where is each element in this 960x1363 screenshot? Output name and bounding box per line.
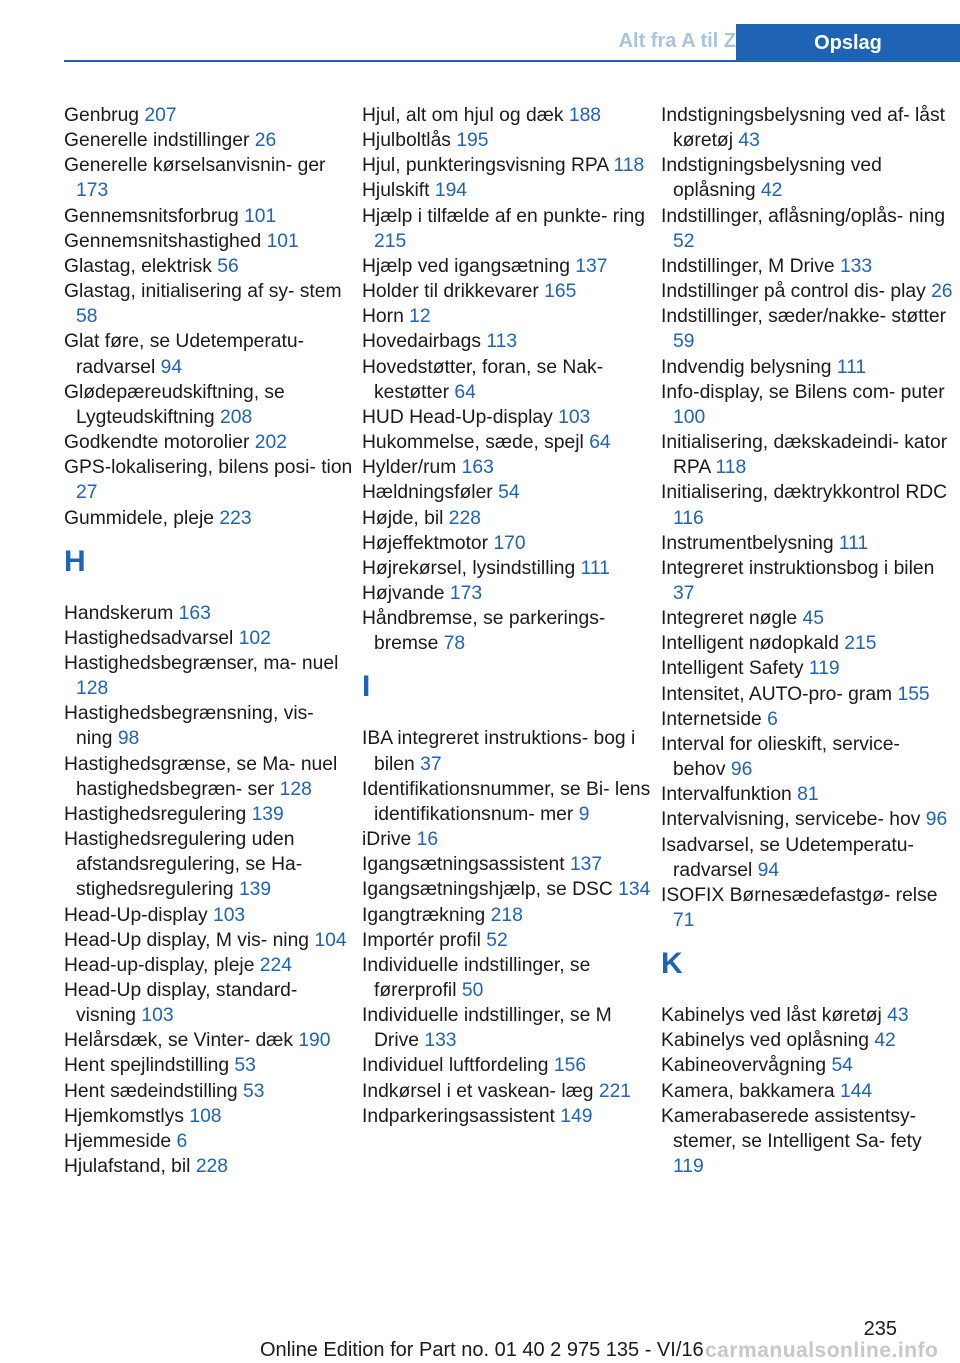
index-entry-text: Handskerum: [64, 602, 174, 624]
index-entry: [64, 1129, 354, 1154]
page-reference-link[interactable]: 149: [560, 1105, 593, 1127]
index-entry-text: Horn: [362, 306, 404, 328]
page-reference-link[interactable]: 81: [797, 784, 819, 806]
index-entry-text: Kamera, bakkamera: [661, 1080, 835, 1102]
page-reference-link[interactable]: 155: [897, 683, 930, 705]
index-entry: [64, 626, 354, 651]
index-entry-text: Genbrug: [64, 105, 140, 126]
index-entry-text: Intensitet, AUTO-pro‐ gram: [661, 683, 893, 705]
index-entry: [661, 1003, 957, 1028]
index-entry-text: Isadvarsel, se Udetemperatu‐ radvarsel: [661, 834, 914, 881]
index-entry: [362, 430, 652, 455]
page-reference-link[interactable]: 173: [76, 180, 109, 202]
page-header: [0, 0, 960, 62]
index-entry: [64, 455, 354, 505]
index-entry-text: iDrive: [362, 829, 412, 851]
page-reference-link[interactable]: 103: [558, 406, 591, 428]
index-entry: [661, 732, 957, 782]
index-entry-text: Glødepæreudskiftning, se Lygteudskiftning: [64, 381, 285, 428]
index-entry-text: Hastighedsbegrænser, ma‐ nuel: [64, 652, 339, 674]
index-entry-text: Hjulboltlås: [362, 130, 451, 152]
index-entry: [64, 254, 354, 279]
index-entry-text: Indstillinger, sæder/nakke‐ støtter: [661, 306, 947, 328]
index-entry: [362, 726, 652, 776]
index-entry-text: Igangsætningsassistent: [362, 854, 565, 876]
page-reference-link[interactable]: 163: [461, 457, 494, 479]
index-entry: [362, 506, 652, 531]
index-entry: [362, 877, 652, 902]
index-entry: [362, 254, 652, 279]
index-entry: [64, 430, 354, 455]
index-entry: [64, 903, 354, 928]
page-reference-link[interactable]: 134: [618, 879, 651, 901]
header-divider: [64, 60, 960, 62]
index-entry-text: Igangtrækning: [362, 904, 486, 926]
index-entry: [64, 204, 354, 229]
page-reference-link[interactable]: 128: [76, 678, 109, 700]
page-reference-link[interactable]: 43: [738, 130, 760, 152]
index-entry-text: Hylder/rum: [362, 457, 457, 479]
page-reference-link[interactable]: 223: [219, 507, 252, 529]
index-letter-heading: H: [64, 544, 86, 578]
index-entry-text: Holder til drikkevarer: [362, 281, 539, 303]
index-entry: [661, 1079, 957, 1104]
index-entry: [64, 279, 354, 329]
page-reference-link[interactable]: 102: [238, 627, 271, 649]
index-entry: [362, 827, 652, 852]
page-reference-link[interactable]: 111: [580, 557, 610, 579]
index-entry-text: Integreret nøgle: [661, 608, 798, 630]
index-entry: [661, 380, 957, 430]
index-entry: [64, 802, 354, 827]
index-entry: [362, 581, 652, 606]
index-entry-text: Kabinelys ved oplåsning: [661, 1030, 869, 1052]
page-reference-link[interactable]: 6: [767, 708, 778, 730]
index-entry-text: Indstillinger på control dis‐ play: [661, 281, 926, 303]
index-entry-text: Intervalvisning, servicebe‐ hov: [661, 809, 921, 831]
index-entry: [661, 656, 957, 681]
index-entry: [362, 355, 652, 405]
page-reference-link[interactable]: 194: [434, 180, 468, 202]
page-reference-link[interactable]: 43: [887, 1005, 909, 1027]
index-entry-text: Hent spejlindstilling: [64, 1055, 230, 1077]
index-entry-text: Glastag, initialisering af sy‐ stem: [64, 281, 342, 303]
page-reference-link[interactable]: 119: [673, 1156, 704, 1178]
page-reference-link[interactable]: 54: [498, 482, 520, 504]
index-letter-heading: I: [362, 670, 371, 704]
page-reference-link[interactable]: 54: [831, 1055, 853, 1077]
index-entry-text: Hukommelse, sæde, spejl: [362, 432, 584, 454]
index-entry: [661, 531, 957, 556]
index-entry: [661, 430, 957, 480]
index-entry: [64, 1028, 354, 1053]
page-reference-link[interactable]: 53: [234, 1055, 256, 1077]
index-entry: [64, 506, 354, 531]
page-reference-link[interactable]: 118: [613, 155, 645, 177]
page-reference-link[interactable]: 101: [244, 205, 277, 227]
index-entry-text: Indvendig belysning: [661, 356, 832, 378]
index-entry-text: Individuelle indstillinger, se førerprofil: [362, 954, 591, 1001]
page-reference-link[interactable]: 58: [76, 306, 98, 328]
index-entry: [661, 355, 957, 380]
index-entry-text: Hældningsføler: [362, 482, 493, 504]
index-entry: [362, 279, 652, 304]
page-reference-link[interactable]: 52: [673, 230, 695, 252]
index-column-3: [661, 103, 957, 1179]
index-entry: [362, 480, 652, 505]
index-entry: [64, 651, 354, 701]
index-entry: [64, 978, 354, 1028]
index-entry-text: Hjemmeside: [64, 1130, 172, 1152]
page-reference-link[interactable]: 137: [575, 255, 608, 277]
index-entry-text: Indstillinger, M Drive: [661, 255, 835, 277]
index-entry: [661, 606, 957, 631]
page-reference-link[interactable]: 208: [220, 406, 253, 428]
index-column-1: [64, 103, 354, 1179]
page-reference-link[interactable]: 42: [760, 180, 783, 202]
index-entry: [64, 701, 354, 751]
index-entry: [64, 928, 354, 953]
index-entry: [661, 833, 957, 883]
index-entry-text: Indkørsel i et vaskean‐ læg: [362, 1080, 594, 1102]
page-reference-link[interactable]: 165: [544, 281, 577, 303]
index-entry: [64, 103, 354, 128]
index-entry-text: Gummidele, pleje: [64, 507, 215, 529]
page-reference-link[interactable]: 119: [808, 658, 840, 680]
page-reference-link[interactable]: 98: [117, 728, 140, 750]
page-reference-link[interactable]: 118: [715, 457, 747, 479]
page-reference-link[interactable]: 139: [251, 803, 284, 825]
page-reference-link[interactable]: 27: [76, 482, 98, 504]
page-reference-link[interactable]: 9: [578, 803, 590, 825]
page-reference-link[interactable]: 156: [553, 1055, 587, 1077]
index-entry: [362, 1003, 652, 1053]
index-entry: [661, 1104, 957, 1179]
index-entry: [661, 1053, 957, 1078]
page-reference-link[interactable]: 6: [176, 1130, 188, 1152]
index-entry-text: Højde, bil: [362, 507, 444, 529]
index-entry: [661, 204, 957, 254]
index-entry: [362, 178, 652, 203]
index-entry: [64, 1104, 354, 1129]
index-entry-text: Indstigningsbelysning ved af‐ låst køretøj: [661, 105, 946, 152]
index-entry: [362, 531, 652, 556]
index-entry-text: Kamerabaserede assistentsy‐ stemer, se Intelligent Sa‐ fety: [661, 1105, 922, 1152]
index-entry-text: Højrekørsel, lysindstilling: [362, 557, 576, 579]
page-reference-link[interactable]: 100: [673, 406, 706, 428]
index-entry-text: IBA integreret instruktions‐ bog i bilen: [362, 728, 636, 775]
page-reference-link[interactable]: 218: [490, 904, 523, 926]
index-entry-text: ISOFIX Børnesædefastgø‐ relse: [661, 884, 938, 906]
edition-footer: Online Edition for Part no. 01 40 2 975 135 - VI/16: [260, 1339, 704, 1361]
index-entry-text: Generelle kørselsanvisnin‐ ger: [64, 155, 326, 177]
index-entry: [362, 1053, 652, 1078]
index-entry-text: Gennemsnitsforbrug: [64, 205, 239, 227]
index-entry: [661, 556, 957, 606]
index-entry-text: Helårsdæk, se Vinter‐ dæk: [64, 1030, 293, 1052]
index-entry-text: Hastighedsregulering: [64, 803, 247, 825]
index-entry-text: Håndbremse, se parkerings‐ bremse: [362, 608, 606, 655]
active-tab-opslag[interactable]: Opslag: [736, 24, 960, 62]
index-entry-text: Hjul, punkteringsvisning RPA: [362, 155, 609, 177]
index-entry-text: HUD Head-Up-display: [362, 406, 553, 428]
page-reference-link[interactable]: 56: [217, 255, 239, 277]
index-entry: [64, 153, 354, 203]
index-entry-text: Head-Up display, standard‐ visning: [64, 980, 298, 1027]
page-reference-link[interactable]: 16: [416, 829, 439, 851]
index-entry: [661, 480, 957, 530]
index-entry-text: Kabineovervågning: [661, 1055, 827, 1077]
index-entry: [362, 606, 652, 656]
page-reference-link[interactable]: 50: [461, 980, 484, 1001]
index-entry-text: Hjulafstand, bil: [64, 1156, 191, 1178]
page-reference-link[interactable]: 64: [454, 381, 476, 403]
index-entry: [362, 556, 652, 581]
page-reference-link[interactable]: 101: [266, 230, 299, 252]
page-number: 235: [863, 1318, 897, 1340]
index-entry-text: Intervalfunktion: [661, 784, 792, 806]
page-reference-link[interactable]: 228: [448, 507, 481, 529]
index-entry: [661, 682, 957, 707]
page-reference-link[interactable]: 188: [568, 105, 602, 126]
page-reference-link[interactable]: 78: [443, 633, 466, 655]
index-entry: [661, 279, 957, 304]
page-reference-link[interactable]: 215: [374, 230, 407, 252]
index-entry: [64, 229, 354, 254]
index-entry: [362, 953, 652, 1003]
page-reference-link[interactable]: 12: [409, 306, 431, 328]
index-column-2: [362, 103, 652, 1129]
index-entry: [64, 827, 354, 902]
index-entry-text: Hjul, alt om hjul og dæk: [362, 105, 564, 126]
index-entry-text: Generelle indstillinger: [64, 130, 250, 152]
index-entry-text: Individuel luftfordeling: [362, 1055, 549, 1077]
index-entry-text: Indstillinger, aflåsning/oplås‐ ning: [661, 205, 946, 227]
page-reference-link[interactable]: 163: [178, 602, 211, 624]
index-entry-text: Initialisering, dæktrykkontrol RDC: [661, 482, 948, 504]
index-entry-text: Intelligent Safety: [661, 658, 804, 680]
index-entry: [661, 1028, 957, 1053]
index-entry-text: Gennemsnitshastighed: [64, 230, 262, 252]
index-entry: [661, 153, 957, 203]
page-reference-link[interactable]: 133: [839, 255, 873, 277]
page-reference-link[interactable]: 104: [314, 929, 347, 951]
page-reference-link[interactable]: 96: [925, 809, 948, 831]
index-entry: [362, 153, 652, 178]
index-entry-text: Glastag, elektrisk: [64, 255, 212, 277]
page-reference-link[interactable]: 228: [195, 1156, 228, 1178]
index-entry: [661, 883, 957, 933]
page-reference-link[interactable]: 26: [931, 281, 953, 303]
page-reference-link[interactable]: 202: [254, 432, 287, 454]
index-entry: [64, 1079, 354, 1104]
index-entry-text: Hastighedsgrænse, se Ma‐ nuel hastighedsbegræn‐ ser: [64, 753, 338, 800]
page-reference-link[interactable]: 103: [141, 1005, 174, 1027]
page-reference-link[interactable]: 108: [189, 1105, 222, 1127]
page-reference-link[interactable]: 224: [259, 954, 292, 976]
index-entry: [362, 405, 652, 430]
page-reference-link[interactable]: 215: [844, 633, 877, 655]
page-reference-link[interactable]: 96: [730, 759, 753, 781]
page-reference-link[interactable]: 42: [874, 1030, 896, 1052]
page-reference-link[interactable]: 113: [486, 331, 518, 353]
page-reference-link[interactable]: 64: [589, 432, 611, 454]
index-entry: [362, 103, 652, 128]
index-entry-text: Identifikationsnummer, se Bi‐ lens identifikationsnum‐ mer: [362, 778, 651, 825]
page-reference-link[interactable]: 37: [673, 582, 695, 604]
index-entry-text: Interval for olieskift, service‐ behov: [661, 733, 900, 781]
index-entry-text: Hjælp i tilfælde af en punkte‐ ring: [362, 205, 645, 227]
index-entry-text: GPS-lokalisering, bilens posi‐ tion: [64, 457, 353, 479]
page-reference-link[interactable]: 52: [486, 929, 508, 951]
index-entry-text: Højeffektmotor: [362, 532, 489, 554]
page-reference-link[interactable]: 128: [279, 778, 312, 800]
index-entry-text: Hjælp ved igangsætning: [362, 255, 570, 277]
index-entry: [64, 601, 354, 626]
index-entry: [362, 204, 652, 254]
index-entry: [661, 254, 957, 279]
page-reference-link[interactable]: 207: [144, 105, 177, 126]
section-tab[interactable]: Alt fra A til Z: [618, 30, 736, 52]
index-entry-text: Integreret instruktionsbog i bilen: [661, 557, 935, 579]
page-reference-link[interactable]: 71: [673, 910, 695, 931]
index-entry: [362, 852, 652, 877]
page-reference-link[interactable]: 133: [424, 1030, 457, 1052]
index-entry-text: Importér profil: [362, 929, 481, 951]
index-entry-text: Internetside: [661, 708, 762, 730]
index-entry: [64, 380, 354, 430]
index-entry-text: Hjemkomstlys: [64, 1105, 184, 1127]
index-entry: [362, 455, 652, 480]
page-reference-link[interactable]: 144: [839, 1080, 873, 1102]
index-entry-text: Initialisering, dækskadeindi‐ kator RPA: [661, 432, 948, 479]
index-entry-text: Head-Up-display: [64, 904, 208, 926]
index-entry-text: Head-up-display, pleje: [64, 954, 255, 976]
index-entry: [64, 1154, 354, 1179]
index-entry-text: Hovedstøtter, foran, se Nak‐ kestøtter: [362, 356, 604, 403]
index-entry-text: Head-Up display, M vis‐ ning: [64, 929, 310, 951]
index-entry-text: Intelligent nødopkald: [661, 633, 839, 655]
index-entry-text: Hastighedsadvarsel: [64, 627, 234, 649]
page-reference-link[interactable]: 37: [420, 753, 442, 775]
page-reference-link[interactable]: 221: [598, 1080, 632, 1102]
index-entry-text: Indstigningsbelysning ved oplåsning: [661, 155, 882, 202]
index-entry-text: Kabinelys ved låst køretøj: [661, 1005, 882, 1027]
page-reference-link[interactable]: 103: [212, 904, 246, 926]
index-entry: [362, 128, 652, 153]
index-entry-text: Glat føre, se Udetemperatu‐ radvarsel: [64, 331, 305, 378]
index-entry: [64, 752, 354, 802]
index-entry: [661, 782, 957, 807]
index-entry: [64, 1053, 354, 1078]
index-entry-text: Højvande: [362, 582, 445, 604]
index-entry-text: Info-display, se Bilens com‐ puter: [661, 381, 945, 403]
index-entry: [661, 807, 957, 832]
page-reference-link[interactable]: 94: [160, 356, 183, 378]
page-reference-link[interactable]: 53: [243, 1080, 265, 1102]
index-entry: [362, 1079, 652, 1104]
page-reference-link[interactable]: 190: [298, 1030, 331, 1052]
index-entry-text: Indparkeringsassistent: [362, 1105, 555, 1127]
index-entry: [661, 631, 957, 656]
index-entry: [362, 1104, 652, 1129]
page-reference-link[interactable]: 170: [493, 532, 526, 554]
page-reference-link[interactable]: 45: [802, 608, 824, 630]
watermark: carmanualsonline.info: [705, 1339, 939, 1362]
index-entry: [362, 329, 652, 354]
index-entry-text: Hovedairbags: [362, 331, 481, 353]
index-entry-text: Godkendte motorolier: [64, 432, 250, 454]
index-entry-text: Hjulskift: [362, 180, 430, 202]
index-entry-text: Hent sædeindstilling: [64, 1080, 238, 1102]
page-reference-link[interactable]: 111: [838, 532, 869, 554]
index-entry: [64, 953, 354, 978]
page-reference-link[interactable]: 59: [673, 331, 695, 353]
page-reference-link[interactable]: 116: [673, 507, 704, 529]
page-reference-link[interactable]: 137: [569, 854, 603, 876]
page-reference-link[interactable]: 94: [757, 859, 780, 881]
page-reference-link[interactable]: 173: [449, 582, 483, 604]
index-entry-text: Igangsætningshjælp, se DSC: [362, 879, 613, 901]
index-entry: [362, 903, 652, 928]
index-entry: [362, 928, 652, 953]
index-entry: [362, 304, 652, 329]
index-entry: [64, 128, 354, 153]
page-reference-link[interactable]: 195: [456, 130, 489, 152]
index-entry-text: Individuelle indstillinger, se M Drive: [362, 1005, 612, 1052]
index-entry: [661, 304, 957, 354]
index-entry-text: Hastighedsregulering uden afstandsregulering, se Ha‐ stighedsregulering: [64, 829, 303, 901]
page-reference-link[interactable]: 111: [836, 356, 867, 378]
index-entry: [64, 329, 354, 379]
index-entry-text: Instrumentbelysning: [661, 532, 834, 554]
index-entry: [362, 777, 652, 827]
page-reference-link[interactable]: 26: [254, 130, 277, 152]
page-reference-link[interactable]: 139: [238, 879, 272, 901]
index-entry: [661, 707, 957, 732]
index-entry: [661, 103, 957, 153]
index-letter-heading: K: [661, 947, 683, 981]
index-entry-text: Hastighedsbegrænsning, vis‐ ning: [64, 703, 314, 750]
